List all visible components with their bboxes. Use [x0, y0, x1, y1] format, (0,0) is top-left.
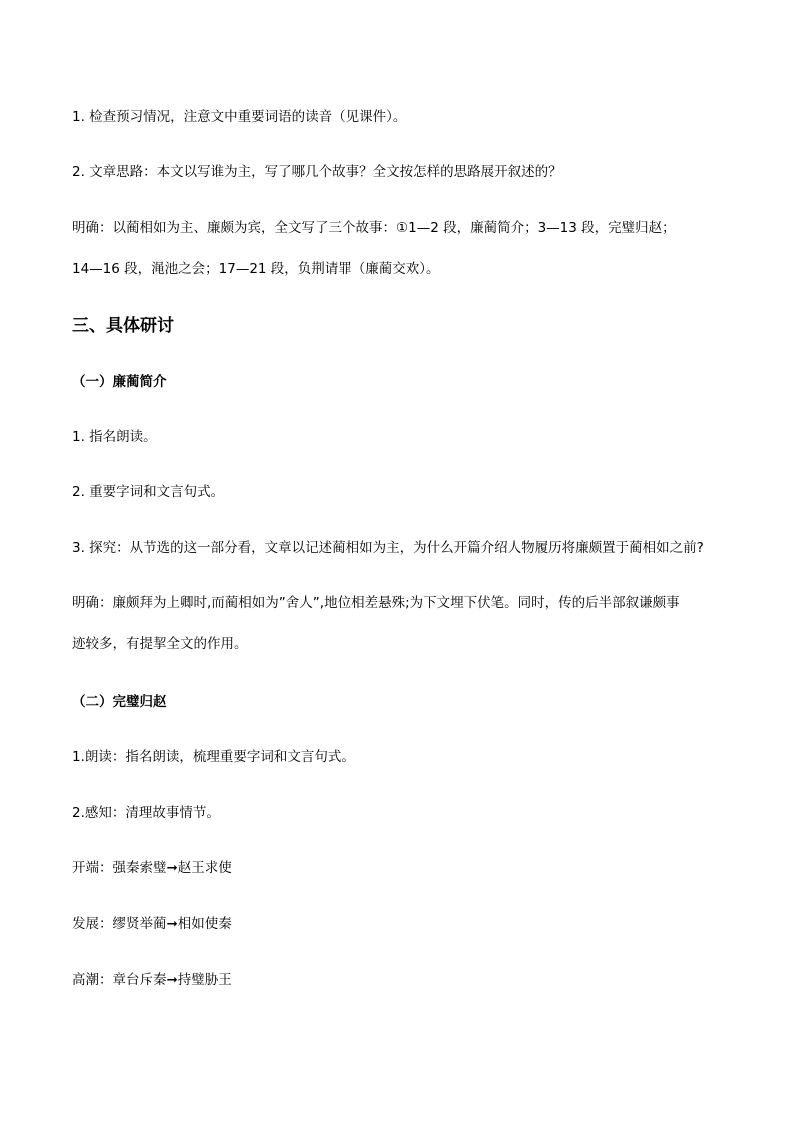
- text-line-perception: 2.感知：清理故事情节。: [72, 805, 220, 821]
- text-line-answer-1: 明确：以蔺相如为主、廉颇为宾，全文写了三个故事：①1—2 段，廉蔺简介；3—13 段，完璧归赵；: [72, 220, 676, 236]
- text-line-answer-2: 14—16 段，渑池之会；17—21 段，负荆请罪（廉蔺交欢）。: [72, 261, 440, 277]
- text-line-reading: 1.朗读：指名朗读，梳理重要字词和文言句式。: [72, 749, 355, 765]
- text-line-key-words: 2. 重要字词和文言句式。: [72, 484, 225, 500]
- text-line-plot-development: 发展：缪贤举蔺➞相如使秦: [72, 916, 232, 932]
- section-heading-specific-study: 三、具体研讨: [72, 316, 174, 336]
- subsection-heading-lian-lin-intro: （一）廉蔺简介: [72, 374, 167, 390]
- text-line-explore-question: 3. 探究：从节选的这一部分看，文章以记述蔺相如为主，为什么开篇介绍人物履历将廉颇置于蔺相如之前?: [72, 540, 704, 556]
- text-line-answer-lian-po-1: 明确：廉颇拜为上卿时,而蔺相如为”舍人”,地位相差悬殊;为下文埋下伏笔。同时，传的后半部叙谦颇事: [72, 595, 680, 611]
- text-line-preview-check: 1. 检查预习情况，注意文中重要词语的读音（见课件）。: [72, 109, 407, 125]
- text-line-plot-beginning: 开端：强秦索璧➞赵王求使: [72, 860, 232, 876]
- text-line-article-outline: 2. 文章思路：本文以写谁为主，写了哪几个故事？全文按怎样的思路展开叙述的？: [72, 164, 562, 180]
- text-line-answer-lian-po-2: 迹较多，有提挈全文的作用。: [72, 636, 248, 652]
- text-line-read-aloud: 1. 指名朗读。: [72, 429, 157, 445]
- text-line-plot-climax: 高潮：章台斥秦➞持璧胁王: [72, 972, 232, 988]
- subsection-heading-return-jade: （二）完璧归赵: [72, 694, 167, 710]
